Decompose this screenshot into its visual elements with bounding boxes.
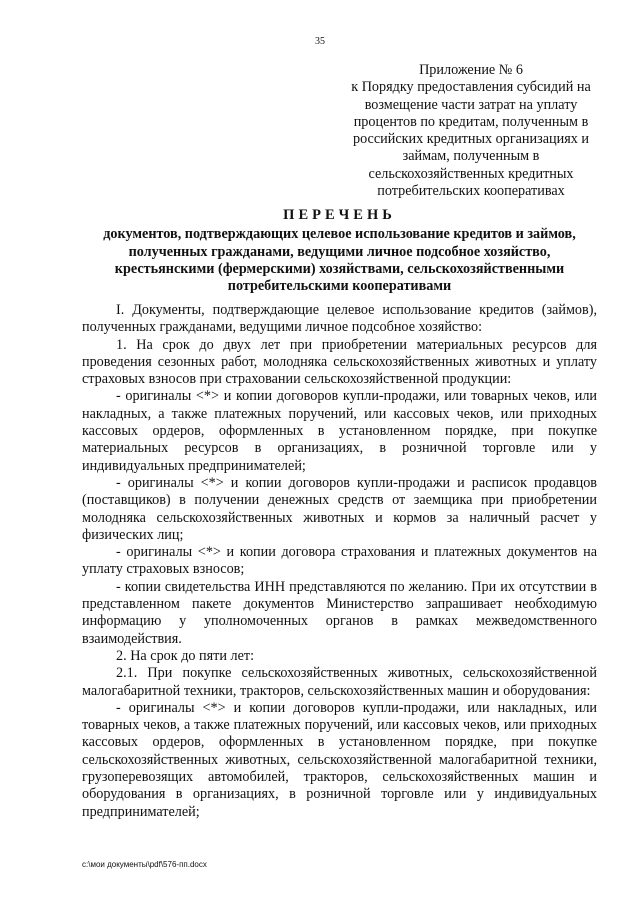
appendix-block xyxy=(340,62,602,200)
appendix-title: Приложение № 6 xyxy=(419,62,523,78)
paragraph: - оригиналы <*> и копии договоров купли-продажи, или накладных, или товарных чеков, а также платежных поручений, или кассовых чеков, или приходных кассовых ордеров, оформленных в установленном порядке, при покупке сельскохозяйственных животных, сельскохозяйственной малогабаритной техники, грузоперевозящих автомобилей, тракторов, сельскохозяйственных машин и оборудования в организациях, в розничной торговле или у индивидуальных предпринимателей; xyxy=(82,699,597,820)
paragraph: 1. На срок до двух лет при приобретении материальных ресурсов для проведения сезонных работ, молодняка сельскохозяйственных животных и уплату страховых взносов при страховании сельскохозяйственной продукции: xyxy=(82,336,597,388)
paragraph: 2.1. При покупке сельскохозяйственных животных, сельскохозяйственной малогабаритной техники, тракторов, сельскохозяйственных машин и оборудования: xyxy=(82,665,597,699)
paragraph: - оригиналы <*> и копии договоров купли-продажи и расписок продавцов (поставщиков) в получении денежных средств от заемщика при приобретении молодняка сельскохозяйственных животных и кормов за наличный расчет у физических лиц; xyxy=(82,474,597,543)
appendix-body: к Порядку предоставления субсидий на возмещение части затрат на уплату процентов по кредитам, полученным в российских кредитных организациях и займам, полученным в сельскохозяйственных кредитных потребительских кооперативах xyxy=(351,79,591,200)
paragraph: - копии свидетельства ИНН представляются по желанию. При их отсутствии в представленном пакете документов Министерство запрашивает необходимую информацию у уполномоченных органов в рамках межведомственного взаимодействия. xyxy=(82,578,597,647)
paragraph: - оригиналы <*> и копии договора страхования и платежных документов на уплату страховых взносов; xyxy=(82,544,597,578)
heading-word: ПЕРЕЧЕНЬ xyxy=(283,207,396,223)
paragraph: - оригиналы <*> и копии договоров купли-продажи, или товарных чеков, или накладных, а также платежных поручений, или кассовых чеков, или приходных кассовых ордеров, оформленных в установленном порядке, при покупке материальных ресурсов в организациях, в розничной торговле или у индивидуальных предпринимателей; xyxy=(82,388,597,474)
paragraph: I. Документы, подтверждающие целевое использование кредитов (займов), полученных гражданами, ведущими личное подсобное хозяйство: xyxy=(82,302,597,336)
heading-subtitle: документов, подтверждающих целевое использование кредитов и займов, полученных гражданами, ведущими личное подсобное хозяйство, крестьянскими (фермерскими) хозяйствами, сельскохозяйственными потребительскими кооперативами xyxy=(103,226,576,295)
document-body xyxy=(82,302,597,821)
paragraph: 2. На срок до пяти лет: xyxy=(116,647,255,664)
page-number: 35 xyxy=(315,36,325,47)
file-path-footer: c:\мои документы\pdf\576-пп.docx xyxy=(82,860,207,869)
document-heading xyxy=(82,207,597,295)
